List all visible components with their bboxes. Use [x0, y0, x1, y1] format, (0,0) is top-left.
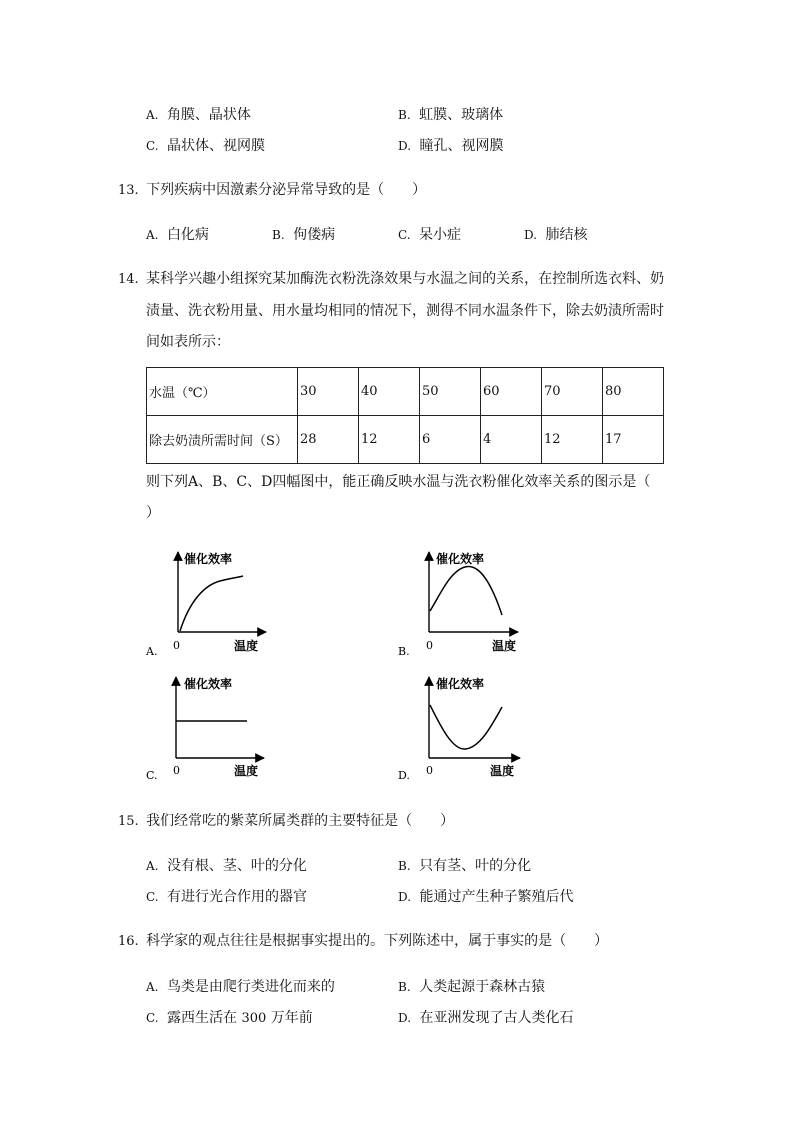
q16-option-a: [146, 976, 335, 996]
curve-saturating: [180, 576, 243, 631]
graph-b: [398, 551, 518, 658]
option-text: 白化病: [166, 227, 209, 243]
table-cell: 50: [420, 368, 481, 416]
origin-label: 0: [173, 639, 180, 652]
data-table: [146, 367, 664, 464]
q15-option-d: [398, 886, 573, 906]
option-text: 呆小症: [419, 227, 462, 243]
question-text: 科学家的观点往往是根据事实提出的。下列陈述中，属于事实的是（ ）: [146, 933, 609, 949]
q16-stem: [118, 930, 608, 950]
question-text: 某科学兴趣小组探究某加酶洗衣粉洗涤效果与水温之间的关系，在控制所选衣料、奶: [146, 271, 665, 287]
q15-option-c: [146, 886, 307, 906]
question-text: 我们经常吃的紫菜所属类群的主要特征是（ ）: [146, 813, 455, 829]
curve-trough: [430, 705, 502, 749]
table-cell: 28: [298, 416, 359, 464]
option-text: [167, 1010, 313, 1026]
option-letter: A.: [146, 108, 159, 122]
curve-peak: [430, 567, 502, 615]
q14-stem-line-3: 间如表所示：: [146, 334, 230, 350]
x-axis-label: 温度: [492, 639, 517, 653]
table-row: [147, 368, 664, 416]
option-text: 只有茎、叶的分化: [419, 858, 532, 874]
graph-a: [145, 551, 266, 658]
option-text: 肺结核: [545, 227, 588, 243]
q13-option-d: [524, 224, 587, 244]
origin-label: 0: [173, 764, 180, 777]
option-text: 人类起源于森林古猿: [419, 979, 546, 995]
q16-option-d: [398, 1007, 573, 1027]
q12-option-c: [146, 135, 265, 155]
option-letter: D.: [524, 228, 538, 242]
option-text: 角膜、晶状体: [166, 107, 251, 123]
q15-option-a: [146, 855, 307, 875]
option-text: 瞳孔、视网膜: [419, 138, 504, 154]
option-text: 虹膜、玻璃体: [419, 107, 504, 123]
option-text-pre: 露西生活在: [167, 1010, 238, 1026]
option-text-number: 300: [241, 1011, 267, 1026]
option-text: 晶状体、视网膜: [167, 138, 266, 154]
option-text: 在亚洲发现了古人类化石: [419, 1010, 574, 1026]
table-row: [147, 416, 664, 464]
y-axis-label: 催化效率: [184, 677, 233, 691]
q13-option-c: [398, 224, 461, 244]
option-text: 佝偻病: [293, 227, 336, 243]
origin-label: 0: [426, 639, 433, 652]
table-cell: 60: [481, 368, 542, 416]
table-cell: 4: [481, 416, 542, 464]
x-axis-label: 温度: [490, 764, 515, 778]
y-axis-label: 催化效率: [436, 677, 485, 691]
option-letter: B.: [398, 980, 411, 994]
table-cell: 30: [298, 368, 359, 416]
q12-option-d: [398, 135, 503, 155]
option-text-post: 万年前: [270, 1010, 313, 1026]
table-row-label: 水温（℃）: [147, 368, 298, 416]
graph-letter: B.: [398, 645, 410, 658]
question-number: 13.: [118, 183, 139, 198]
table-row-label: 除去奶渍所需时间（S）: [147, 416, 298, 464]
option-letter: D.: [398, 890, 412, 904]
option-letter: A.: [146, 228, 159, 242]
graph-letter: C.: [146, 769, 158, 782]
graph-c: [146, 676, 264, 782]
option-letter: C.: [146, 890, 159, 904]
q15-option-b: [398, 855, 531, 875]
y-axis-label: 催化效率: [184, 552, 233, 566]
table-cell: 70: [542, 368, 603, 416]
graph-letter: D.: [398, 769, 410, 782]
option-letter: A.: [146, 859, 159, 873]
q13-stem: [118, 179, 426, 199]
graph-letter: A.: [146, 645, 158, 658]
table-cell: 40: [359, 368, 420, 416]
table-cell: 80: [603, 368, 664, 416]
question-text: 下列疾病中因激素分泌异常导致的是（ ）: [146, 182, 427, 198]
y-axis-label: 催化效率: [436, 552, 485, 566]
q14-stem-line-1: [118, 268, 664, 288]
q15-stem: [118, 810, 454, 830]
q12-option-b: [398, 104, 503, 124]
q14-question-line-1: 则下列A、B、C、D四幅图中，能正确反映水温与洗衣粉催化效率关系的图示是（: [146, 474, 651, 490]
option-letter: C.: [146, 1011, 159, 1025]
q14-question-line-2: ）: [146, 505, 160, 521]
q16-option-b: [398, 976, 545, 996]
option-letter: B.: [398, 108, 411, 122]
table-cell: 12: [542, 416, 603, 464]
x-axis-label: 温度: [234, 764, 259, 778]
question-number: 16.: [118, 934, 139, 949]
option-letter: B.: [398, 859, 411, 873]
q13-option-b: [272, 224, 335, 244]
table-cell: 6: [420, 416, 481, 464]
q14-stem-line-2: 渍量、洗衣粉用量、用水量均相同的情况下，测得不同水温条件下，除去奶渍所需时: [146, 303, 664, 319]
question-number: 15.: [118, 814, 139, 829]
option-letter: D.: [398, 139, 412, 153]
x-axis-label: 温度: [234, 639, 259, 653]
option-letter: B.: [272, 228, 285, 242]
option-letter: C.: [146, 139, 159, 153]
option-letter: D.: [398, 1011, 412, 1025]
option-text: 有进行光合作用的器官: [167, 889, 308, 905]
graph-d: [398, 676, 520, 782]
table-cell: 12: [359, 416, 420, 464]
origin-label: 0: [426, 764, 433, 777]
option-text: 没有根、茎、叶的分化: [166, 858, 307, 874]
option-letter: A.: [146, 980, 159, 994]
option-letter: C.: [398, 228, 411, 242]
q16-option-c: [146, 1007, 313, 1027]
table-cell: 17: [603, 416, 664, 464]
q12-option-a: [146, 104, 251, 124]
graphs-figure: [140, 545, 680, 785]
option-text: 能通过产生种子繁殖后代: [419, 889, 574, 905]
option-text: 鸟类是由爬行类进化而来的: [166, 979, 335, 995]
q13-option-a: [146, 224, 209, 244]
question-number: 14.: [118, 272, 139, 287]
